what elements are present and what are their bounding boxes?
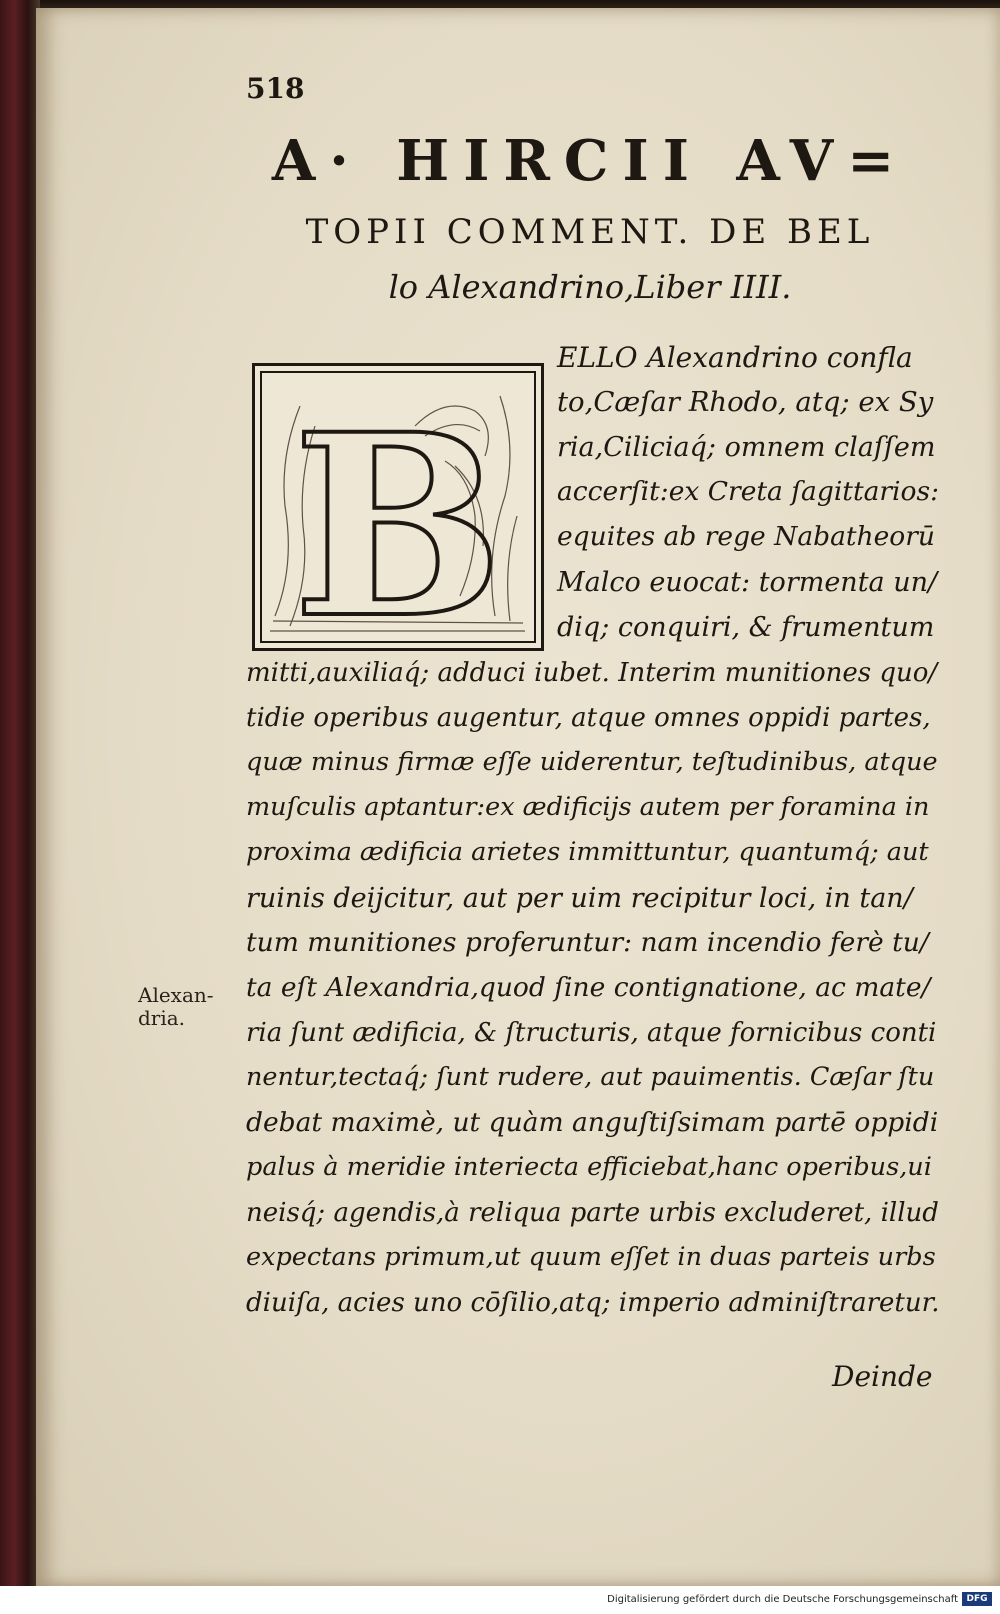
woodcut-illustration-icon — [255, 366, 541, 648]
text-line: accerſit:ex Creta ſagittarios: — [557, 476, 940, 507]
decorated-initial — [252, 363, 544, 651]
title-line-3: lo Alexandrino,Liber IIII. — [388, 268, 792, 306]
dfg-logo-icon: DFG — [962, 1592, 992, 1606]
margin-note-line-2: dria. — [138, 1006, 186, 1030]
text-line: quæ minus firmæ eſſe uiderentur, teſtudinibus, atque — [246, 747, 938, 777]
text-line: mitti,auxiliaq́; adduci iubet. Interim munitiones quo/ — [246, 658, 938, 688]
text-line: debat maximè, ut quàm anguſtiſsimam partē oppidi — [246, 1107, 939, 1138]
text-line: ELLO Alexandrino confla — [557, 341, 913, 374]
footer-bar — [0, 1586, 1000, 1614]
title-line-2: TOPII COMMENT. DE BEL — [305, 212, 875, 252]
text-line: neisq́; agendis,à reliqua parte urbis excluderet, illud — [246, 1198, 939, 1228]
text-line: ria ſunt ædificia, & ſtructuris, atque fornicibus conti — [246, 1018, 937, 1048]
catchword: Deinde — [832, 1360, 933, 1393]
text-line: expectans primum,ut quum eſſet in duas parteis urbs — [246, 1242, 936, 1272]
footer-credit: Digitalisierung gefördert durch die Deutsche Forschungsgemeinschaft — [607, 1594, 958, 1605]
text-line: Malco euocat: tormenta un/ — [557, 567, 938, 598]
text-line: ruinis deijcitur, aut per uim recipitur loci, in tan/ — [246, 883, 913, 914]
title-line-1: A· HIRCII AV= — [271, 128, 909, 194]
initial-letter: B — [292, 379, 504, 648]
text-line: palus à meridie interiecta efficiebat,hanc operibus,ui — [246, 1152, 932, 1182]
text-line: tidie operibus augentur, atque omnes oppidi partes, — [246, 703, 931, 733]
text-line: ria,Ciliciaq́; omnem claſſem — [557, 432, 936, 463]
page-number: 518 — [246, 72, 305, 105]
text-line: to,Cæſar Rhodo, atq; ex Sy — [557, 386, 934, 418]
text-line: ta eſt Alexandria,quod ſine contignatione, ac mate/ — [246, 972, 931, 1003]
text-line: diq; conquiri, & frumentum — [557, 612, 935, 643]
text-line: proxima ædificia arietes immittuntur, quantumq́; aut — [246, 837, 929, 867]
margin-note-line-1: Alexan- — [138, 983, 214, 1007]
text-line: muſculis aptantur:ex ædificijs autem per foramina in — [246, 792, 930, 822]
book-binding-edge — [0, 0, 40, 1614]
text-line: tum munitiones proferuntur: nam incendio ferè tu/ — [246, 927, 929, 958]
text-line: nentur,tectaq́; ſunt rudere, aut pauimentis. Cæſar ſtu — [246, 1062, 935, 1092]
text-line: diuiſa, acies uno cōſilio,atq; imperio adminiſtraretur. — [246, 1288, 940, 1318]
text-line: equites ab rege Nabatheorū — [557, 521, 935, 552]
